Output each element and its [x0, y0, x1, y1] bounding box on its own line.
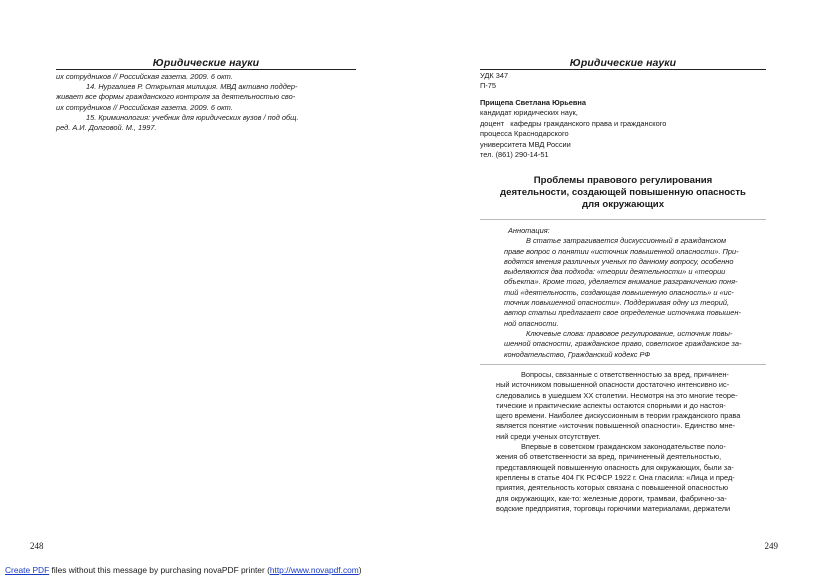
keywords-line: конодательство, Гражданский кодекс РФ [504, 349, 651, 359]
author-block [480, 98, 766, 160]
abstract-line: водятся мнения различных ученых по данному вопросу, особенно [504, 256, 734, 266]
right-page [480, 0, 778, 560]
author-phone: тел. (861) 290-14-51 [480, 150, 549, 160]
author-line: университета МВД России [480, 139, 571, 149]
pdf-watermark-footer [5, 565, 362, 575]
abstract-line: выделяются два подхода: «теории деятельности» и «теории [504, 267, 726, 277]
create-pdf-link[interactable]: Create PDF [5, 565, 50, 575]
header-rule-right [480, 69, 766, 70]
running-head-left: Юридические науки [152, 57, 260, 69]
reference-line: их сотрудников // Российская газета. 2009. 6 окт. [56, 72, 233, 81]
body-line: является понятие «источник повышенной опасности». Единство мне- [496, 421, 736, 431]
keywords-line: Ключевые слова: правовое регулирование, источник повы- [526, 328, 733, 338]
watermark-text: files without this message by purchasing novaPDF printer ( [49, 565, 270, 575]
abstract-line: тий «деятельность, создающая повышенную опасность» и «ис- [504, 287, 734, 297]
body-line: ний среди ученых отсутствует. [496, 431, 601, 441]
abstract-line: ной опасности. [504, 318, 559, 328]
article-body [496, 370, 766, 514]
abstract-line: точник повышенной опасности». Поддерживая одну из теорий, [504, 298, 730, 308]
abstract [504, 226, 766, 360]
reference-line: ред. А.И. Долговой. М., 1997. [56, 123, 157, 133]
body-line: Впервые в советском гражданском законодательстве поло- [521, 442, 726, 452]
library-code: П-75 [480, 81, 496, 90]
reference-list [56, 72, 356, 133]
body-line: водские предприятия, торговцы горючими материалами, держатели [496, 503, 731, 513]
abstract-line: объекта». Кроме того, уделяется внимание разграничению поня- [504, 277, 738, 287]
body-line: тические и практические аспекты остаются спорными и до настоя- [496, 400, 726, 410]
udk-code: УДК 347 [480, 71, 509, 80]
author-line: доцент кафедры гражданского права и гражданского [480, 118, 667, 128]
keywords-line: шенной опасности, гражданское право, советское гражданское за- [504, 339, 742, 349]
body-line: для окружающих, как-то: железные дороги, трамваи, фабрично-за- [496, 493, 727, 503]
novapdf-url-link[interactable]: http://www.novapdf.com [269, 565, 359, 575]
reference-line: 14. Нургалиев Р. Открытая милиция. МВД активно поддер- [86, 82, 298, 92]
abstract-bottom-rule [480, 364, 766, 365]
header-rule-left [56, 69, 356, 70]
body-line: представляющей повышенную опасность для окружающих, были за- [496, 462, 734, 472]
article-title [480, 175, 766, 212]
classification-codes [480, 71, 766, 91]
watermark-close-paren: ) [358, 565, 362, 575]
author-name: Прищепа Светлана Юрьевна [480, 98, 587, 107]
abstract-line: автор статьи предлагает свое определение источника повышен- [504, 308, 741, 318]
running-head-right: Юридические науки [569, 57, 677, 69]
body-line: следовались в ушедшем XX столетии. Несмотря на это многие теоре- [496, 390, 738, 400]
body-line: щего времени. Наиболее дискуссионным в теории гражданского права [496, 411, 741, 421]
abstract-line: В статье затрагивается дискуссионный в гражданском [526, 236, 727, 246]
abstract-heading: Аннотация: [508, 226, 550, 235]
body-line: приятия, деятельность которых связана с повышенной опасностью [496, 483, 729, 493]
abstract-top-rule [480, 219, 766, 220]
body-line: жения об ответственности за вред, причиненный деятельностью, [496, 452, 722, 462]
title-line: для окружающих [581, 199, 665, 211]
reference-line: их сотрудников // Российская газета. 2009. 6 окт. [56, 102, 233, 112]
author-line: процесса Краснодарского [480, 129, 569, 139]
body-line: ный источником повышенной опасности достаточно интенсивно ис- [496, 380, 730, 390]
left-page [30, 0, 356, 560]
body-line: креплены в статье 404 ГК РСФСР 1922 г. Она гласила: «Лица и пред- [496, 472, 735, 482]
title-line: Проблемы правового регулирования [533, 175, 713, 186]
body-line: Вопросы, связанные с ответственностью за вред, причинен- [521, 370, 729, 379]
reference-line: живает все формы гражданского контроля за деятельностью сво- [56, 92, 296, 102]
abstract-line: праве вопрос о понятии «источник повышенной опасности». При- [504, 246, 739, 256]
author-line: кандидат юридических наук, [480, 108, 578, 118]
reference-line: 15. Криминология: учебник для юридических вузов / под общ. [86, 112, 299, 122]
page-number-left: 248 [30, 541, 44, 551]
title-line: деятельности, создающей повышенную опасность [500, 187, 746, 199]
page-number-right: 249 [764, 541, 778, 551]
